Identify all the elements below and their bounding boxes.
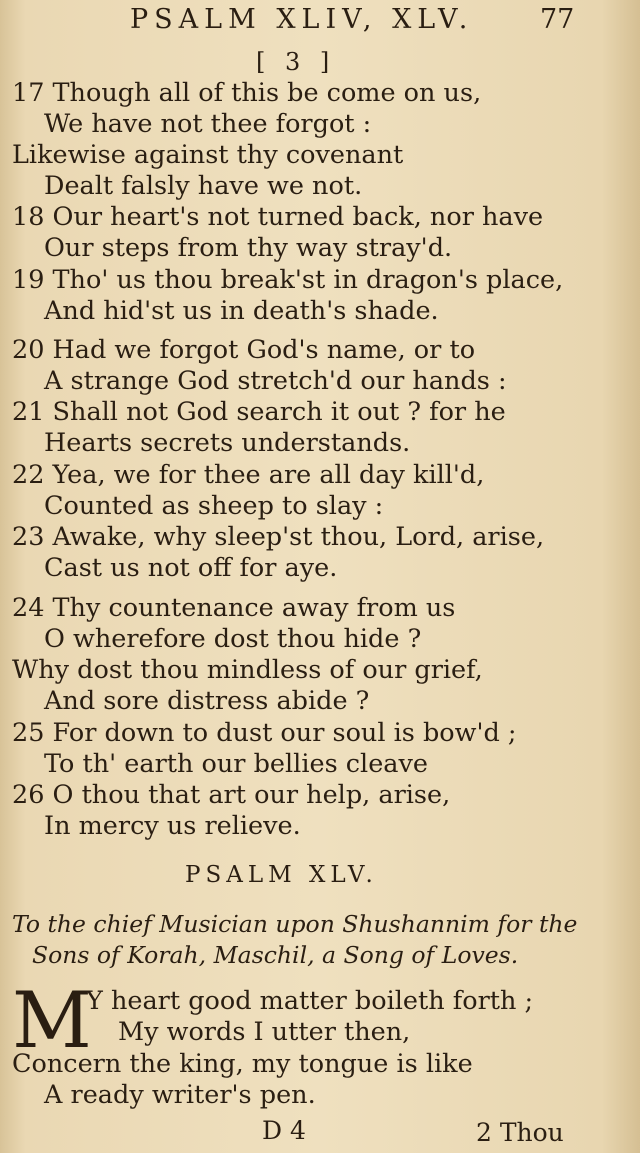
verse-line: 18 Our heart's not turned back, nor have (12, 202, 544, 232)
verse-line: Likewise against thy covenant (12, 140, 404, 170)
verse-line: 22 Yea, we for thee are all day kill'd, (12, 460, 485, 490)
verse-line: In mercy us relieve. (44, 811, 301, 841)
verse-line: And sore distress abide ? (44, 686, 370, 716)
psalm-title: PSALM XLV. (185, 862, 378, 888)
verse-line: 17 Though all of this be come on us, (12, 78, 482, 108)
verse-line: 25 For down to dust our soul is bow'd ; (12, 718, 517, 748)
verse-line: And hid'st us in death's shade. (44, 296, 439, 326)
verse-line: Y heart good matter boileth forth ; (86, 986, 534, 1016)
signature-mark: [ 3 ] (256, 48, 336, 76)
verse-line: Hearts secrets understands. (44, 428, 411, 458)
verse-line: 19 Tho' us thou break'st in dragon's place, (12, 265, 564, 295)
verse-line: Concern the king, my tongue is like (12, 1049, 473, 1079)
drop-capital: M (12, 976, 92, 1066)
page-number: 77 (540, 4, 575, 35)
verse-line: Our steps from thy way stray'd. (44, 233, 453, 263)
footer-signature: D 4 (262, 1116, 306, 1145)
running-head: PSALM XLIV, XLV. (130, 4, 474, 35)
verse-line: A ready writer's pen. (44, 1080, 316, 1110)
verse-line: Counted as sheep to slay : (44, 491, 384, 521)
verse-line: O wherefore dost thou hide ? (44, 624, 422, 654)
verse-line: 24 Thy countenance away from us (12, 593, 456, 623)
catchword: 2 Thou (476, 1118, 564, 1147)
verse-line: A strange God stretch'd our hands : (44, 366, 507, 396)
verse-line: To th' earth our bellies cleave (44, 749, 428, 779)
verse-line: 26 O thou that art our help, arise, (12, 780, 451, 810)
verse-line: Dealt falsly have we not. (44, 171, 363, 201)
verse-line: Cast us not off for aye. (44, 553, 338, 583)
superscription-line: Sons of Korah, Maschil, a Song of Loves. (32, 941, 519, 969)
verse-line: 20 Had we forgot God's name, or to (12, 335, 476, 365)
verse-line: 23 Awake, why sleep'st thou, Lord, arise, (12, 522, 545, 552)
superscription-line: To the chief Musician upon Shushannim for the (12, 910, 578, 938)
verse-line: Why dost thou mindless of our grief, (12, 655, 483, 685)
verse-line: 21 Shall not God search it out ? for he (12, 397, 506, 427)
verse-line: We have not thee forgot : (44, 109, 372, 139)
verse-line: My words I utter then, (118, 1017, 411, 1047)
